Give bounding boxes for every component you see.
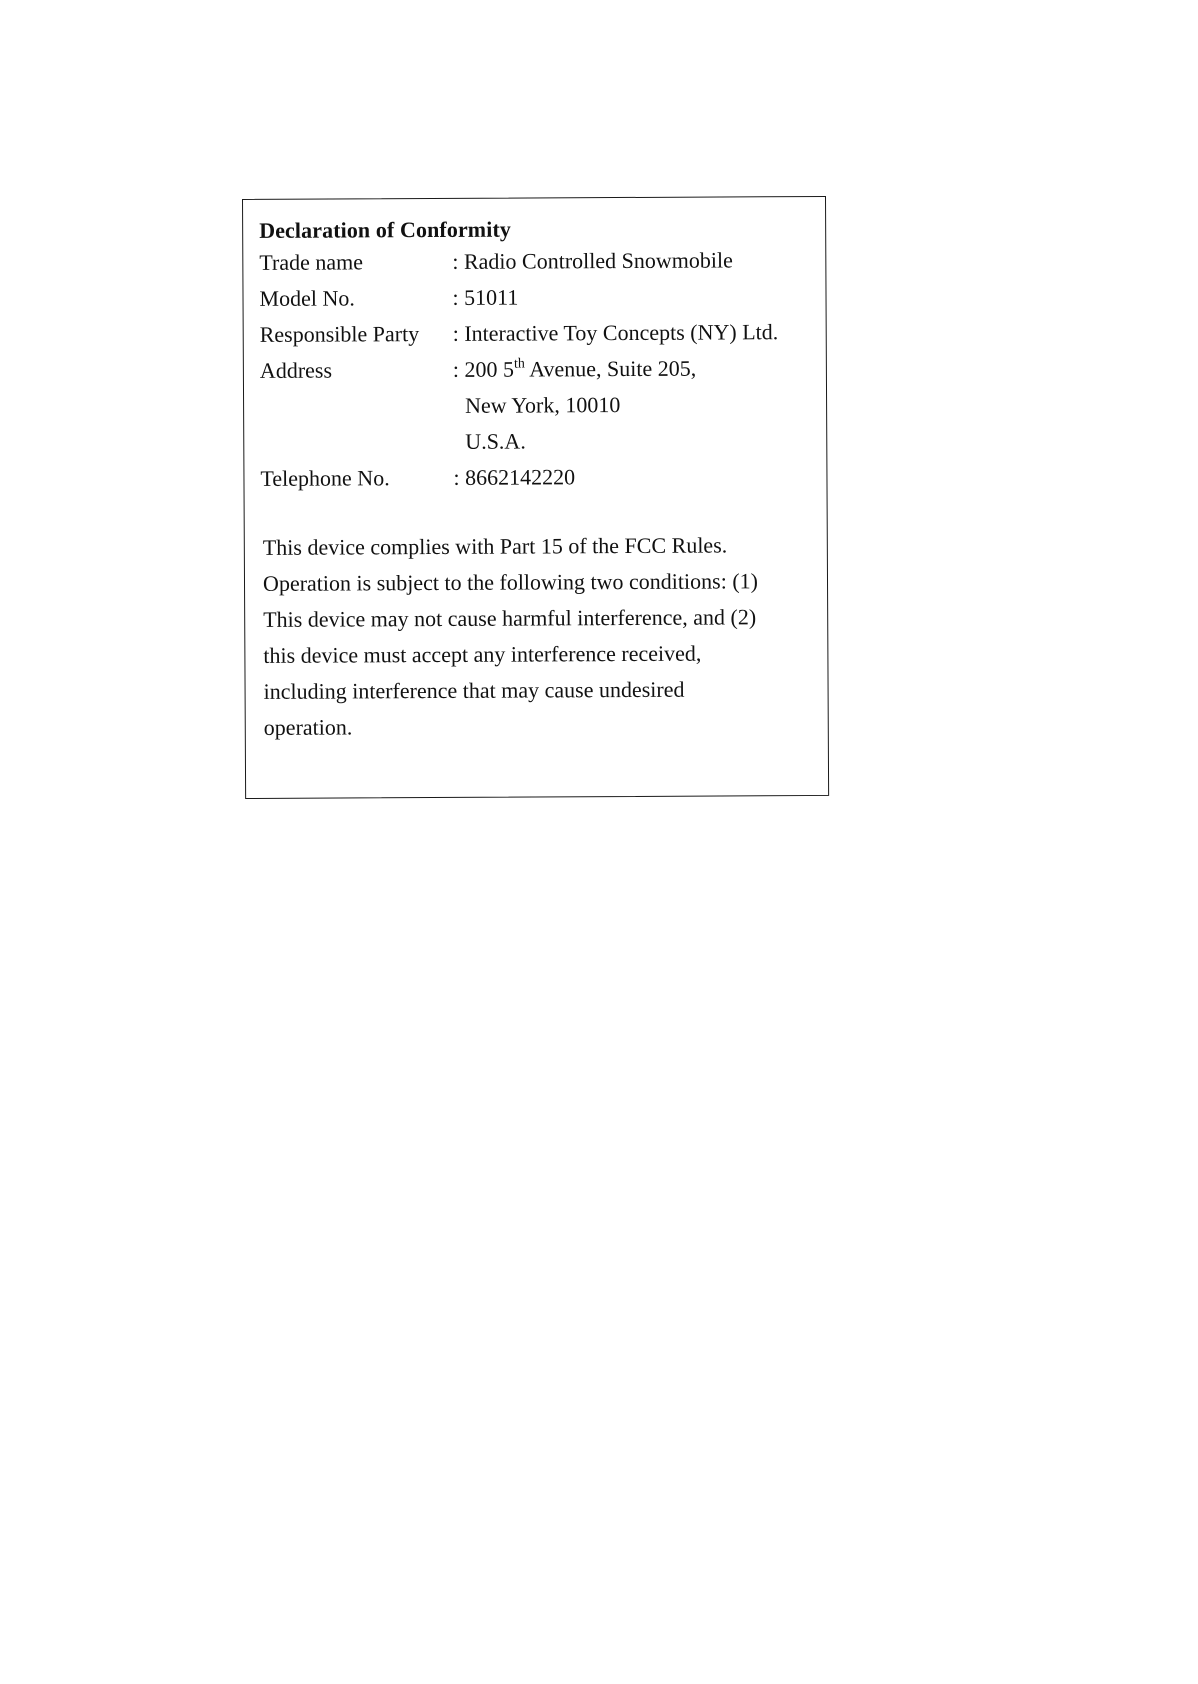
statement-line: this device must accept any interference received, <box>263 640 702 668</box>
address-prefix: : 200 5 <box>452 356 515 382</box>
trade-name-label: Trade name <box>259 249 364 275</box>
model-value: : 51011 <box>452 284 519 310</box>
fcc-statement <box>263 527 824 746</box>
declaration-box <box>242 196 829 799</box>
trade-name-value: : Radio Controlled Snowmobile <box>452 247 733 274</box>
address-label: Address <box>259 357 333 383</box>
statement-line: Operation is subject to the following two conditions: (1) <box>262 568 759 596</box>
address-row <box>260 356 696 384</box>
declaration-title: Declaration of Conformity <box>259 216 512 243</box>
address-line2: New York, 10010 <box>465 392 621 418</box>
responsible-party-row <box>260 319 779 348</box>
telephone-value: : 8662142220 <box>453 464 576 490</box>
statement-line: This device complies with Part 15 of the FCC Rules. <box>262 532 728 560</box>
address-suffix: Avenue, Suite 205, <box>524 355 697 382</box>
address-line1 <box>453 356 696 383</box>
responsible-party-label: Responsible Party <box>259 321 420 347</box>
trade-name-row <box>259 247 733 275</box>
address-superscript: th <box>513 356 525 372</box>
model-row <box>259 285 518 312</box>
responsible-party-value: : Interactive Toy Concepts (NY) Ltd. <box>452 319 779 346</box>
address-line3: U.S.A. <box>465 428 526 454</box>
statement-line: operation. <box>263 714 353 740</box>
statement-line: This device may not cause harmful interference, and (2) <box>263 604 757 632</box>
telephone-label: Telephone No. <box>260 465 390 491</box>
statement-line: including interference that may cause undesired <box>263 676 685 704</box>
model-label: Model No. <box>259 285 355 311</box>
telephone-row <box>260 464 575 492</box>
